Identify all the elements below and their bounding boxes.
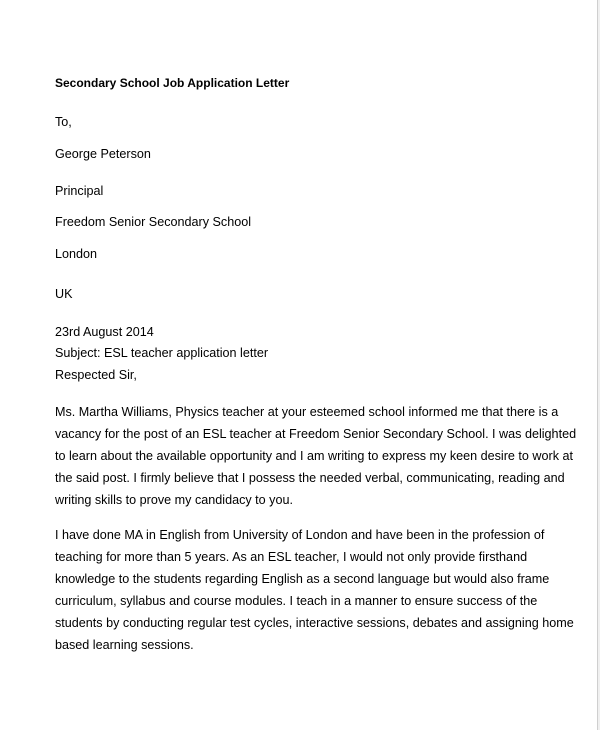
paragraph-1 [55,401,576,511]
city: London [55,247,98,261]
paragraph-1-line: to learn about the available opportunity and I am writing to express my keen desire to work at [55,449,574,463]
salutation: Respected Sir, [55,368,137,382]
letter-title: Secondary School Job Application Letter [55,76,290,90]
paragraph-2-line: students by conducting regular test cycles, interactive sessions, debates and assigning home [55,616,574,630]
recipient-name: George Peterson [55,147,151,161]
address-to: To, [55,115,72,129]
recipient-role: Principal [55,184,104,198]
paragraph-2-line: based learning sessions. [55,638,194,652]
paragraph-2 [55,524,574,656]
paragraph-1-line: Ms. Martha Williams, Physics teacher at your esteemed school informed me that there is a [55,405,559,419]
paragraph-1-line: writing skills to prove my candidacy to you. [55,493,293,507]
country: UK [55,287,73,301]
paragraph-1-line: the said post. I firmly believe that I possess the needed verbal, communicating, reading and [55,471,565,485]
paragraph-2-line: teaching for more than 5 years. As an ESL teacher, I would not only provide firsthand [55,550,528,564]
letter-date: 23rd August 2014 [55,325,154,339]
paragraph-2-line: curriculum, syllabus and course modules. I teach in a manner to ensure success of the [55,594,538,608]
letter-subject: Subject: ESL teacher application letter [55,346,269,360]
paragraph-2-line: knowledge to the students regarding English as a second language but would also frame [55,572,550,586]
school-name: Freedom Senior Secondary School [55,215,252,229]
paragraph-2-line: I have done MA in English from University of London and have been in the profession of [55,528,545,542]
paragraph-1-line: vacancy for the post of an ESL teacher at Freedom Senior Secondary School. I was delighted [55,427,577,441]
